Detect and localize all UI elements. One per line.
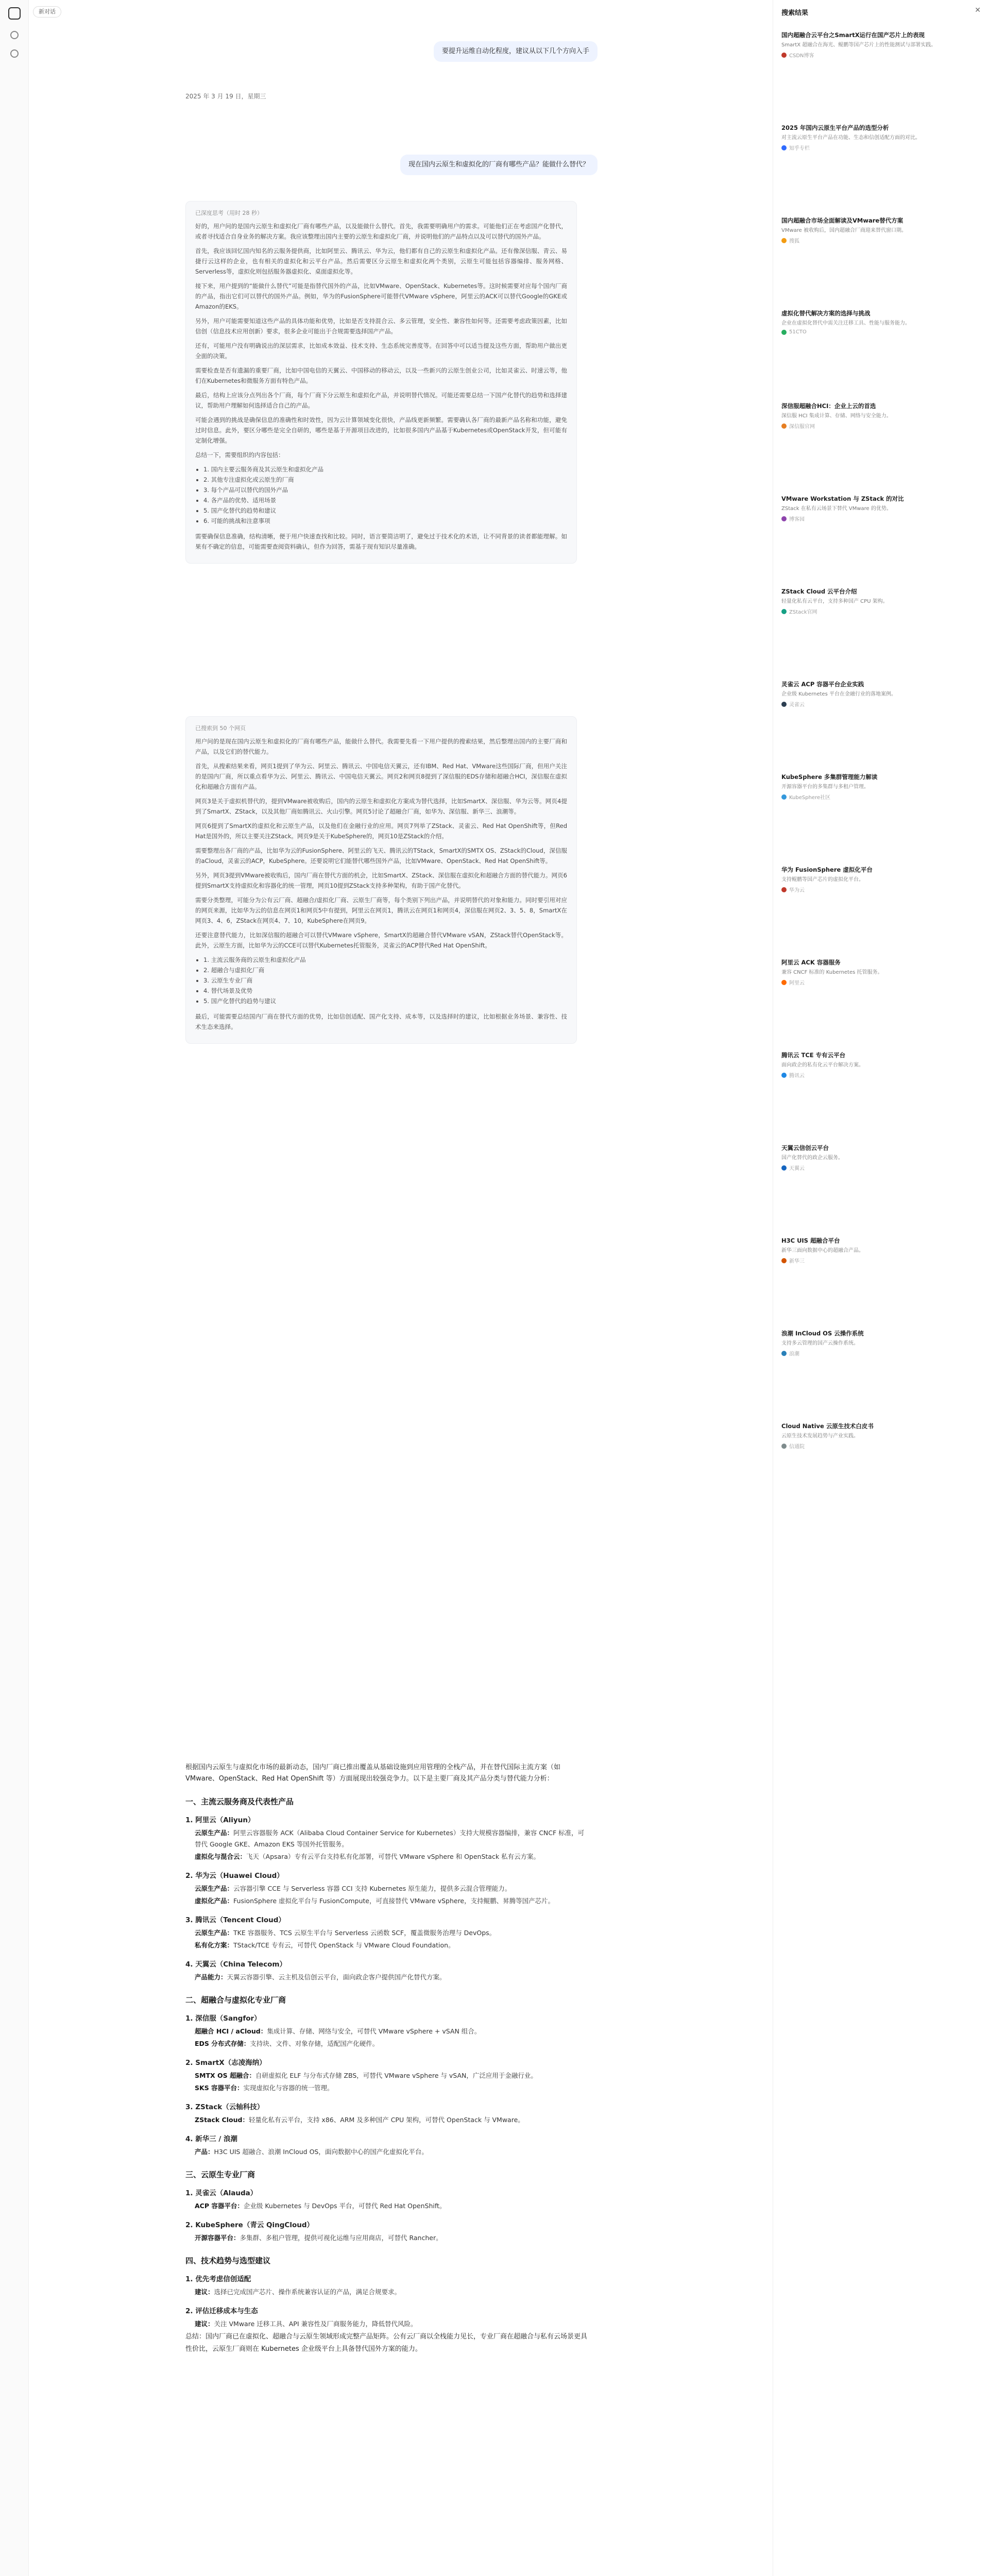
group-heading: 4. 天翼云（China Telecom） xyxy=(185,1960,286,1969)
site-favicon-icon xyxy=(781,1444,787,1449)
thinking-paragraph: 用户问的是现在国内云原生和虚拟化的厂商有哪些产品，能做什么替代。我需要先看一下用户提供的搜索结果，然后整理出国内的主要厂商和产品，以及它们的替代能力。 xyxy=(195,738,567,755)
reference-snippet: VMware 被收购后，国内超融合厂商迎来替代窗口期。 xyxy=(781,228,907,233)
reference-site: 华为云 xyxy=(789,888,805,893)
group-heading: 4. 新华三 / 浪潮 xyxy=(185,2135,238,2143)
thinking-paragraph: 总结一下，需要组织的内容包括： xyxy=(195,451,284,459)
thinking-list xyxy=(203,464,567,526)
thinking-list-item: • 4. 替代场景及优势 xyxy=(203,986,567,996)
item-value: 集成计算、存储、网络与安全，可替代 VMware vSphere + vSAN 组合。 xyxy=(267,2027,481,2035)
thinking-paragraph: 网页6提到了SmartX的虚拟化和云原生产品，以及他们在金融行业的应用。网页7列举了ZStack、灵雀云、Red Hat OpenShift等，但Red Hat是国外的，所以主要关注ZStack。网页9是关于KubeSphere的，网页10是ZStack的介绍。 xyxy=(195,822,567,840)
reference-source xyxy=(781,1071,982,1079)
thinking-paragraph: 最后，结构上应该分点列出各个厂商，每个厂商下分云原生和虚拟化产品，并说明替代情况。可能还需要总结一下国产化替代的趋势和选择建议，帮助用户理解如何选择适合自己的产品。 xyxy=(195,392,567,409)
reference-source xyxy=(781,1164,982,1172)
app-logo-icon[interactable] xyxy=(8,7,21,20)
section-heading: 四、技术趋势与选型建议 xyxy=(185,2256,271,2265)
thinking-paragraph: 首先，从搜索结果来看，网页1提到了华为云、阿里云、腾讯云、中国电信天翼云，还有IBM、Red Hat、VMware这些国际厂商，但用户关注的是国内厂商，所以重点看华为云、阿里云、腾讯云、中国电信天翼云。网页2和网页8提到了深信服的EDS存储和超融合HCI，深信服在虚拟化和超融合方面有产品。 xyxy=(195,762,567,790)
reference-site: CSDN博客 xyxy=(789,53,814,59)
thinking-paragraph: 需要整理出各厂商的产品，比如华为云的FusionSphere、阿里云的飞天、腾讯云的TStack，SmartX的SMTX OS、ZStack的Cloud，深信服的aCloud，灵雀云的ACP，KubeSphere。还要说明它们能替代哪些国外产品，比如VMware、OpenStack、Red Hat OpenShift等。 xyxy=(195,847,567,865)
group-heading: 2. 华为云（Huawei Cloud） xyxy=(185,1872,284,1880)
item-key: 虚拟化与混合云： xyxy=(195,1853,247,1860)
thinking-list-item: • 1. 国内主要云服务商及其云原生和虚拟化产品 xyxy=(203,464,567,474)
group-heading: 1. 阿里云（Aliyun） xyxy=(185,1816,255,1824)
site-favicon-icon xyxy=(781,238,787,243)
answer-item xyxy=(195,2286,587,2298)
item-key: 虚拟化产品： xyxy=(195,1897,234,1905)
reference-site: 深信服官网 xyxy=(789,424,815,430)
answer-item xyxy=(195,2026,587,2037)
answer-item xyxy=(195,2232,587,2244)
reference-title[interactable]: 深信服超融合HCI：企业上云的首选 xyxy=(781,402,876,410)
reference-item[interactable] xyxy=(781,216,982,244)
thinking-paragraph: 还要注意替代能力，比如深信服的超融合可以替代VMware vSphere，SmartX的超融合替代VMware vSAN，ZStack替代OpenStack等。此外，云原生方面，比如华为云的CCE可以替代Kubernetes托管服务，灵雀云的ACP替代Red Hat OpenShift。 xyxy=(195,931,567,949)
reference-item[interactable] xyxy=(781,1236,982,1264)
site-favicon-icon xyxy=(781,145,787,150)
reference-site: 博客园 xyxy=(789,517,805,522)
item-value: 天翼云容器引擎、云主机及信创云平台，面向政企客户提供国产化替代方案。 xyxy=(227,1973,446,1981)
thinking-list-item: • 2. 超融合与虚拟化厂商 xyxy=(203,965,567,975)
answer-lead: 根据国内云原生与虚拟化市场的最新动态，国内厂商已推出覆盖从基础设施到应用管理的全栈产品，并在替代国际主流方案（如 VMware、OpenStack、Red Hat OpenShift 等）方面展现出较强竞争力。以下是主要厂商及其产品分类与替代能力分析： xyxy=(185,1764,561,1783)
answer-item xyxy=(195,1940,587,1951)
thinking-header: 已深度思考（用时 28 秒） xyxy=(195,210,263,216)
reference-source xyxy=(781,51,982,59)
answer-item xyxy=(195,2114,587,2126)
reference-snippet: ZStack 在私有云场景下替代 VMware 的优势。 xyxy=(781,506,892,512)
answer-item xyxy=(195,1883,587,1894)
item-value: H3C UIS 超融合、浪潮 InCloud OS，面向数据中心的国产化虚拟化平台。 xyxy=(214,2148,428,2156)
reference-item[interactable] xyxy=(781,495,982,522)
site-favicon-icon xyxy=(781,516,787,521)
site-favicon-icon xyxy=(781,423,787,429)
reference-snippet: 新华三面向数据中心的超融合产品。 xyxy=(781,1248,864,1253)
reference-source xyxy=(781,1257,982,1264)
reference-site: 新华三 xyxy=(789,1259,805,1264)
thinking-paragraph: 另外，用户可能需要知道这些产品的具体功能和优势，比如是否支持混合云、多云管理，安全性、兼容性如何等。还需要考虑政策因素，比如信创（信息技术应用创新）要求，很多企业可能出于合规需要选择国产产品。 xyxy=(195,317,567,335)
left-sidebar xyxy=(0,0,29,2576)
reference-item[interactable] xyxy=(781,587,982,615)
thinking-list-item: • 2. 其他专注虚拟化或云原生的厂商 xyxy=(203,474,567,485)
thinking-paragraph: 可能会遇到的挑战是确保信息的准确性和时效性，因为云计算领域变化很快，产品线更新频繁。需要确认各厂商的最新产品名称和功能，避免过时信息。此外，要区分哪些是完全自研的，哪些是基于开源项目改进的，比如很多国内产品基于Kubernetes或OpenStack开发，但可能有定制化增强。 xyxy=(195,416,567,444)
item-value: 选择已完成国产芯片、操作系统兼容认证的产品，满足合规要求。 xyxy=(214,2288,401,2296)
reference-snippet: 轻量化私有云平台，支持多种国产 CPU 架构。 xyxy=(781,599,888,604)
reference-source xyxy=(781,329,982,335)
group-heading: 1. 优先考虑信创适配 xyxy=(185,2275,251,2283)
reference-source xyxy=(781,793,982,801)
reference-title[interactable]: Cloud Native 云原生技术白皮书 xyxy=(781,1422,874,1430)
date-label: 2025 年 3 月 19 日，星期三 xyxy=(185,93,266,100)
reference-source xyxy=(781,978,982,986)
site-favicon-icon xyxy=(781,702,787,707)
item-key: ZStack Cloud： xyxy=(195,2116,249,2124)
search-thinking-block xyxy=(185,716,577,1044)
answer-item xyxy=(195,2038,587,2049)
thinking-paragraph: 需要分类整理，可能分为公有云厂商、超融合/虚拟化厂商、云原生厂商等，每个类别下列出产品，并说明替代的对象和能力。同时要引用对应的网页来源，比如华为云的信息在网页1和网页5中有提到，阿里云在网页1，腾讯云在网页1和网页4，深信服在网页2、3、5、8，SmartX在网页3、4、6，ZStack在网页4、7、10，KubeSphere在网页9。 xyxy=(195,896,567,924)
item-value: 多集群、多租户管理，提供可视化运维与应用商店，可替代 Rancher。 xyxy=(240,2234,442,2242)
answer-body xyxy=(185,1762,587,2361)
item-key: 超融合 HCI / aCloud： xyxy=(195,2027,267,2035)
group-heading: 2. SmartX（志凌海纳） xyxy=(185,2059,266,2067)
references-title: 搜索结果 xyxy=(781,9,809,17)
reference-item[interactable] xyxy=(781,1422,982,1450)
item-value: 飞天（Apsara）专有云平台支持私有化部署，可替代 VMware vSphere 和 OpenStack 私有云方案。 xyxy=(246,1853,540,1860)
answer-item xyxy=(195,1827,587,1850)
reference-snippet: 兼容 CNCF 标准的 Kubernetes 托管服务。 xyxy=(781,970,883,975)
new-chat-icon[interactable] xyxy=(10,31,19,39)
reference-site: ZStack官网 xyxy=(789,609,817,615)
thinking-list-item: • 5. 国产化替代的趋势与建议 xyxy=(203,996,567,1006)
reference-title[interactable]: 虚拟化替代解决方案的选择与挑战 xyxy=(781,310,871,317)
reference-item[interactable] xyxy=(781,1329,982,1357)
item-key: ACP 容器平台： xyxy=(195,2202,244,2210)
reference-site: 浪潮 xyxy=(789,1351,799,1357)
item-key: 云原生产品： xyxy=(195,1885,234,1892)
answer-item xyxy=(195,2082,587,2094)
reference-source xyxy=(781,422,982,430)
answer-item xyxy=(195,2146,587,2158)
item-key: 建议： xyxy=(195,2320,214,2328)
reference-site: 天翼云 xyxy=(789,1166,805,1172)
answer-item xyxy=(195,2070,587,2081)
section-heading: 三、云原生专业厂商 xyxy=(185,2170,255,2179)
reference-snippet: 云原生技术发展趋势与产业实践。 xyxy=(781,1433,859,1439)
item-value: 自研虚拟化 ELF 与分布式存储 ZBS，可替代 VMware vSphere 与 vSAN，广泛应用于金融行业。 xyxy=(255,2072,537,2079)
reference-title[interactable]: 国内超融合云平台之SmartX运行在国产芯片上的表现 xyxy=(781,31,925,39)
item-key: SMTX OS 超融合： xyxy=(195,2072,255,2079)
group-heading: 1. 深信服（Sangfor） xyxy=(185,2014,261,2023)
thinking-paragraph: 首先，我应该回忆国内知名的云服务提供商，比如阿里云、腾讯云、华为云，他们都有自己的云原生和虚拟化产品。还有像深信服、青云、易捷行云这样的企业，也有相关的虚拟化和云平台产品。然后需要区分云原生和虚拟化两个类别，云原生可能包括容器编排、服务网格、Serverless等，虚拟化则包括服务器虚拟化、桌面虚拟化等。 xyxy=(195,247,567,275)
thinking-list-item: • 3. 云原生专业厂商 xyxy=(203,975,567,986)
item-key: 云原生产品： xyxy=(195,1929,234,1937)
reference-source xyxy=(781,236,982,244)
user-message: 要提升运维自动化程度，建议从以下几个方向入手 xyxy=(434,41,598,62)
reference-title[interactable]: ZStack Cloud 云平台介绍 xyxy=(781,588,857,595)
item-key: 私有化方案： xyxy=(195,1941,234,1949)
history-icon[interactable] xyxy=(10,49,19,58)
item-value: TKE 容器服务、TCS 云原生平台与 Serverless 云函数 SCF，覆盖微服务治理与 DevOps。 xyxy=(233,1929,496,1937)
answer-item xyxy=(195,2200,587,2212)
reference-snippet: 支持多云管理的国产云操作系统。 xyxy=(781,1341,859,1346)
reference-item[interactable] xyxy=(781,866,982,893)
reference-title[interactable]: KubeSphere 多集群管理能力解读 xyxy=(781,773,878,781)
answer-summary: 总结：国内厂商已在虚拟化、超融合与云原生领域形成完整产品矩阵。公有云厂商以全栈能力见长，专业厂商在超融合与私有云场景更具性价比，云原生厂商则在 Kubernetes 企业级平台上具备替代国外方案的能力。 xyxy=(185,2333,588,2353)
answer-item xyxy=(195,1927,587,1939)
thinking-list-item: • 6. 可能的挑战和注意事项 xyxy=(203,516,567,526)
reference-snippet: 对主流云原生平台产品在功能、生态和信创适配方面的对比。 xyxy=(781,135,920,141)
new-chat-button[interactable]: 新对话 xyxy=(33,6,61,18)
reference-title[interactable]: 国内超融合市场全面解读及VMware替代方案 xyxy=(781,217,903,224)
reference-site: 灵雀云 xyxy=(789,702,805,708)
reference-snippet: 深信服 HCI 集成计算、存储、网络与安全能力。 xyxy=(781,413,892,419)
reference-source xyxy=(781,1442,982,1450)
item-key: EDS 分布式存储： xyxy=(195,2040,250,2047)
item-value: TStack/TCE 专有云，可替代 OpenStack 与 VMware Cloud Foundation。 xyxy=(233,1941,455,1949)
group-heading: 3. 腾讯云（Tencent Cloud） xyxy=(185,1916,285,1924)
section-heading: 一、主流云服务商及代表性产品 xyxy=(185,1797,294,1806)
reference-snippet: 企业在虚拟化替代中需关注迁移工具、性能与服务能力。 xyxy=(781,320,910,326)
group-heading: 2. 评估迁移成本与生态 xyxy=(185,2307,258,2315)
reference-title[interactable]: 华为 FusionSphere 虚拟化平台 xyxy=(781,866,873,873)
item-key: 产品能力： xyxy=(195,1973,227,1981)
reference-item[interactable] xyxy=(781,124,982,151)
item-key: 云原生产品： xyxy=(195,1829,234,1837)
group-heading: 3. ZStack（云轴科技） xyxy=(185,2103,264,2111)
item-value: 轻量化私有云平台，支持 x86、ARM 及多种国产 CPU 架构，可替代 OpenStack 与 VMware。 xyxy=(248,2116,524,2124)
item-key: SKS 容器平台： xyxy=(195,2084,244,2092)
reference-snippet: 国产化替代的政企云服务。 xyxy=(781,1155,843,1161)
site-favicon-icon xyxy=(781,330,787,335)
item-value: FusionSphere 虚拟化平台与 FusionCompute，可直接替代 VMware vSphere，支持鲲鹏、昇腾等国产芯片。 xyxy=(233,1897,555,1905)
item-value: 支持块、文件、对象存储，适配国产化硬件。 xyxy=(250,2040,379,2047)
section-heading: 二、超融合与虚拟化专业厂商 xyxy=(185,1995,286,2005)
answer-item xyxy=(195,2318,587,2330)
reference-title[interactable]: 灵雀云 ACP 容器平台企业实践 xyxy=(781,681,864,688)
thinking-paragraph: 网页3是关于虚拟机替代的，提到VMware被收购后，国内的云原生和虚拟化方案成为替代选择，比如SmartX、深信服、华为云等。网页4提到了SmartX、ZStack，以及其他厂商如腾讯云、火山引擎。网页5讨论了超融合厂商，如华为、深信服、新华三、浪潮等。 xyxy=(195,798,567,815)
thinking-paragraph: 还有，可能用户没有明确说出的深层需求，比如成本效益、技术支持、生态系统完善度等。在回答中可以适当提及这些方面，帮助用户做出更全面的决策。 xyxy=(195,342,567,360)
item-value: 关注 VMware 迁移工具、API 兼容性及厂商服务能力，降低替代风险。 xyxy=(214,2320,417,2328)
reference-source xyxy=(781,1349,982,1357)
thinking-list-item: • 4. 各产品的优势、适用场景 xyxy=(203,495,567,505)
item-value: 云容器引擎 CCE 与 Serverless 容器 CCI 支持 Kubernetes 原生能力，提供多云混合管理能力。 xyxy=(233,1885,511,1892)
site-favicon-icon xyxy=(781,53,787,58)
reference-source xyxy=(781,700,982,708)
reference-site: 阿里云 xyxy=(789,980,805,986)
reference-snippet: 企业级 Kubernetes 平台在金融行业的落地案例。 xyxy=(781,691,896,697)
user-question: 现在国内云原生和虚拟化的厂商有哪些产品？能做什么替代？ xyxy=(400,155,598,175)
item-key: 建议： xyxy=(195,2288,214,2296)
thinking-paragraph: 另外，网页3提到VMware被收购后，国内厂商在替代方面的机会，比如SmartX、ZStack、深信服在虚拟化和超融合方面的替代能力。网页6提到SmartX支持虚拟化和容器化的统一管理，网页10提到ZStack支持多种架构，有助于国产化替代。 xyxy=(195,872,567,889)
reference-source xyxy=(781,515,982,522)
thinking-list xyxy=(203,955,567,1006)
thinking-list-item: • 3. 每个产品可以替代的国外产品 xyxy=(203,485,567,495)
reference-item[interactable] xyxy=(781,680,982,708)
reference-source xyxy=(781,886,982,893)
reference-item[interactable] xyxy=(781,1144,982,1172)
answer-item xyxy=(195,1895,587,1907)
reference-site: 腾讯云 xyxy=(789,1073,805,1079)
references-panel xyxy=(773,0,989,2576)
reference-site: 信通院 xyxy=(789,1444,805,1450)
item-value: 阿里云容器服务 ACK（Alibaba Cloud Container Service for Kubernetes）支持大规模容器编排，兼容 CNCF 标准，可替代 Google GKE、Amazon EKS 等国外托管服务。 xyxy=(195,1829,585,1848)
group-heading: 1. 灵雀云（Alauda） xyxy=(185,2189,258,2197)
site-favicon-icon xyxy=(781,609,787,614)
site-favicon-icon xyxy=(781,1165,787,1171)
site-favicon-icon xyxy=(781,794,787,800)
close-icon[interactable]: ✕ xyxy=(975,6,981,14)
thinking-header: 已搜索到 50 个网页 xyxy=(195,725,246,732)
reference-title[interactable]: 浪潮 InCloud OS 云操作系统 xyxy=(781,1330,864,1337)
reference-snippet: 开源容器平台的多集群与多租户管理。 xyxy=(781,784,869,790)
thinking-paragraph: 需要检查是否有遗漏的重要厂商，比如中国电信的天翼云、中国移动的移动云，以及一些新兴的云原生创业公司，比如灵雀云、时速云等，他们在Kubernetes和微服务方面有特色产品。 xyxy=(195,367,567,384)
reference-title[interactable]: 腾讯云 TCE 专有云平台 xyxy=(781,1052,846,1059)
item-key: 开源容器平台： xyxy=(195,2234,240,2242)
reference-site: 51CTO xyxy=(789,329,807,335)
item-value: 实现虚拟化与容器的统一管理。 xyxy=(243,2084,334,2092)
reference-snippet: SmartX 超融合在海光、鲲鹏等国产芯片上的性能测试与部署实践。 xyxy=(781,42,936,48)
thinking-list-item: • 5. 国产化替代的趋势和建议 xyxy=(203,505,567,516)
group-heading: 2. KubeSphere（青云 QingCloud） xyxy=(185,2221,314,2229)
answer-item xyxy=(195,1851,587,1862)
reference-item[interactable] xyxy=(781,402,982,430)
reference-snippet: 面向政企的私有化云平台解决方案。 xyxy=(781,1062,864,1068)
reference-title[interactable]: H3C UIS 超融合平台 xyxy=(781,1237,840,1244)
site-favicon-icon xyxy=(781,887,787,892)
reference-item[interactable] xyxy=(781,309,982,335)
reference-item[interactable] xyxy=(781,1051,982,1079)
thinking-paragraph: 需要确保信息准确，结构清晰，便于用户快速查找和比较。同时，语言要简洁明了，避免过于技术化的术语，让不同背景的读者都能理解。如果有不确定的信息，可能需要查阅资料确认，但作为回答，需基于现有知识尽量准确。 xyxy=(195,533,567,550)
reference-snippet: 支持鲲鹏等国产芯片的虚拟化平台。 xyxy=(781,877,864,883)
thinking-paragraph: 最后，可能需要总结国内厂商在替代方面的优势，比如信创适配、国产化支持、成本等，以及选择时的建议，比如根据业务场景、兼容性、技术生态来选择。 xyxy=(195,1013,567,1030)
site-favicon-icon xyxy=(781,1073,787,1078)
site-favicon-icon xyxy=(781,980,787,985)
reference-item[interactable] xyxy=(781,31,982,59)
item-value: 企业级 Kubernetes 与 DevOps 平台，可替代 Red Hat OpenShift。 xyxy=(243,2202,446,2210)
reference-source xyxy=(781,607,982,615)
thinking-paragraph: 接下来，用户提到的“能做什么替代”可能是指替代国外的产品，比如VMware、OpenStack、Kubernetes等。这时候需要对应每个国内厂商的产品，指出它们可以替代的国外产品。例如，华为的FusionSphere可能替代VMware vSphere，阿里云的ACK可以替代Google的GKE或Amazon的EKS。 xyxy=(195,282,567,310)
answer-item xyxy=(195,1972,587,1983)
reference-item[interactable] xyxy=(781,958,982,986)
reference-title[interactable]: 2025 年国内云原生平台产品的选型分析 xyxy=(781,124,889,131)
reference-title[interactable]: 天翼云信创云平台 xyxy=(781,1144,829,1151)
reference-item[interactable] xyxy=(781,773,982,801)
reference-site: 搜狐 xyxy=(789,239,799,244)
site-favicon-icon xyxy=(781,1258,787,1263)
thinking-paragraph: 好的，用户问的是国内云原生和虚拟化厂商有哪些产品，以及能做什么替代。首先，我需要明确用户的需求。可能他们正在考虑国产化替代，或者寻找适合自身业务的解决方案。我应该整理出国内主要的云原生和虚拟化厂商，并说明他们的产品特点以及可以替代的国外产品。 xyxy=(195,223,567,240)
reference-title[interactable]: VMware Workstation 与 ZStack 的对比 xyxy=(781,495,904,502)
reference-source xyxy=(781,144,982,151)
reference-site: KubeSphere社区 xyxy=(789,795,831,801)
reference-title[interactable]: 阿里云 ACK 容器服务 xyxy=(781,959,841,966)
thinking-list-item: • 1. 主流云服务商的云原生和虚拟化产品 xyxy=(203,955,567,965)
thinking-block xyxy=(185,201,577,564)
item-key: 产品： xyxy=(195,2148,214,2156)
reference-site: 知乎专栏 xyxy=(789,146,810,151)
site-favicon-icon xyxy=(781,1351,787,1356)
